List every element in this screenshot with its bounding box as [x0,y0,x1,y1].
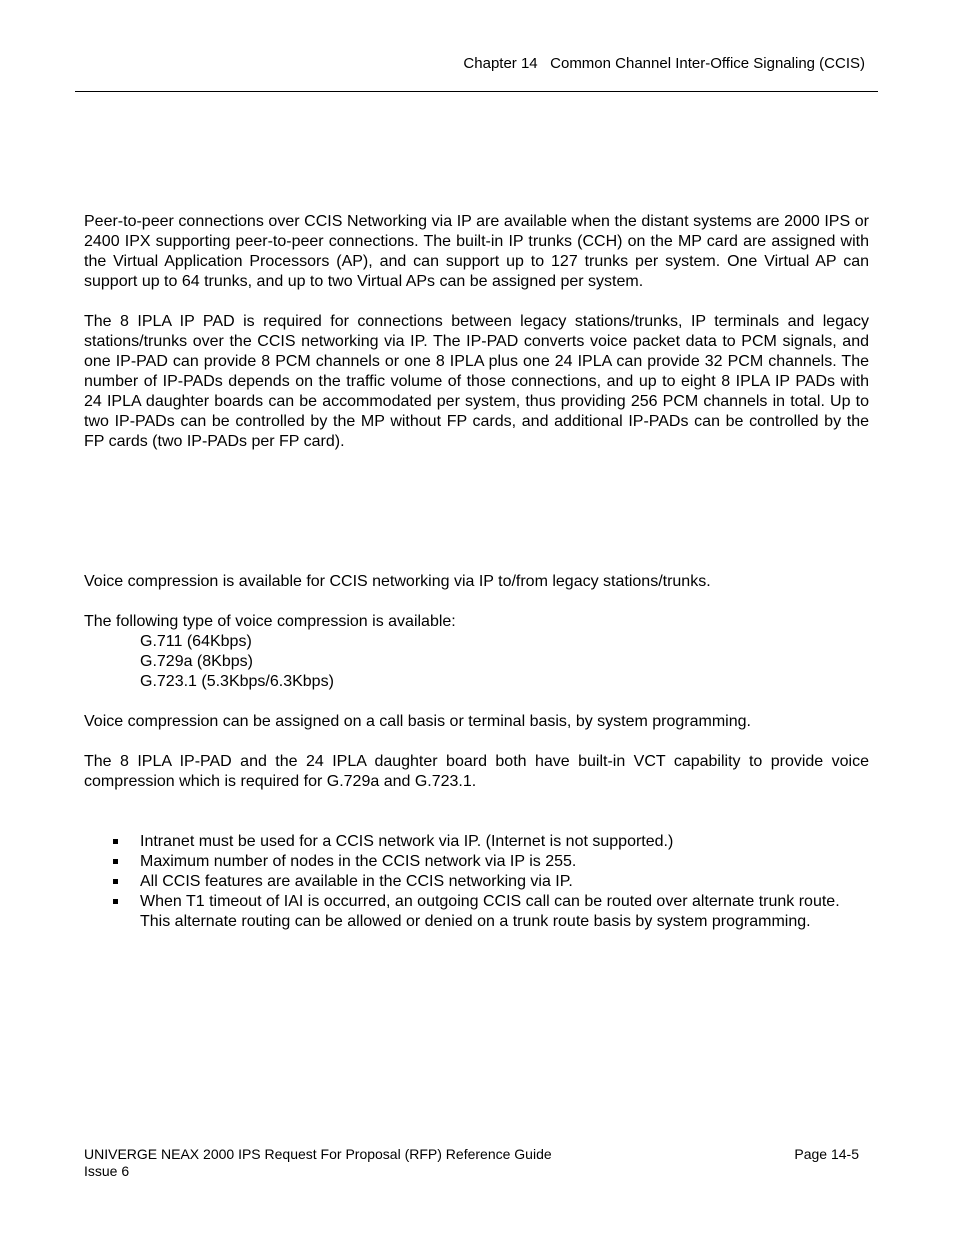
paragraph-ip-pad: The 8 IPLA IP PAD is required for connections between legacy stations/trunks, IP terminals and legacy stations/trunks over the CCIS networking via IP. The IP-PAD converts voice packet data to PCM signals, and one IP-PAD can provide 8 PCM channels or one 8 IPLA plus one 24 IPLA can provide 32 PCM channels. The number of IP-PADs depends on the traffic volume of those connections, and up to eight 8 IPLA IP PADs with 24 IPLA daughter boards can be accommodated per system, thus providing 256 PCM channels in total. Up to two IP-PADs can be controlled by the MP without FP cards, and additional IP-PADs can be controlled by the FP cards (two IP-PADs per FP card). [84,313,869,450]
bullet-square-icon [113,859,118,864]
page-body [84,212,869,932]
paragraph-vct: The 8 IPLA IP-PAD and the 24 IPLA daughter board both have built-in VCT capability to provide voice compression which is required for G.729a and G.723.1. [84,753,869,790]
paragraph-peer-to-peer: Peer-to-peer connections over CCIS Networking via IP are available when the distant systems are 2000 IPS or 2400 IPX supporting peer-to-peer connections. The built-in IP trunks (CCH) on the MP card are assigned with the Virtual Application Processors (AP), and can support up to 127 trunks per system. One Virtual AP can support up to 64 trunks, and up to two Virtual APs can be assigned per system. [84,213,869,290]
bullet-square-icon [113,879,118,884]
footer-title: UNIVERGE NEAX 2000 IPS Request For Proposal (RFP) Reference Guide [84,1146,552,1162]
compression-type-item: G.729a (8Kbps) [140,653,253,670]
bullet-square-icon [113,899,118,904]
condition-item: Intranet must be used for a CCIS network via IP. (Internet is not supported.) [84,832,869,852]
paragraph-voice-compression: Voice compression is available for CCIS networking via IP to/from legacy stations/trunks. [84,573,711,590]
condition-item: Maximum number of nodes in the CCIS network via IP is 255. [84,852,869,872]
paragraph-compression-assignment: Voice compression can be assigned on a call basis or terminal basis, by system programming. [84,713,751,730]
compression-type-item: G.723.1 (5.3Kbps/6.3Kbps) [140,673,334,690]
compression-types-list [84,632,869,692]
conditions-list [84,832,869,932]
page-number: Page 14-5 [794,1146,859,1162]
header-rule [75,91,878,92]
running-header: Chapter 14 Common Channel Inter-Office Signaling (CCIS) [463,55,865,72]
compression-type-item: G.711 (64Kbps) [140,633,252,650]
issue-number: Issue 6 [84,1163,130,1179]
page-footer [84,1146,859,1180]
condition-item: All CCIS features are available in the CCIS networking via IP. [84,872,869,892]
bullet-square-icon [113,839,118,844]
condition-item: When T1 timeout of IAI is occurred, an outgoing CCIS call can be routed over alternate trunk route. This alternate routing can be allowed or denied on a trunk route basis by system programming. [84,892,869,932]
paragraph-compression-types-intro: The following type of voice compression is available: [84,613,456,630]
